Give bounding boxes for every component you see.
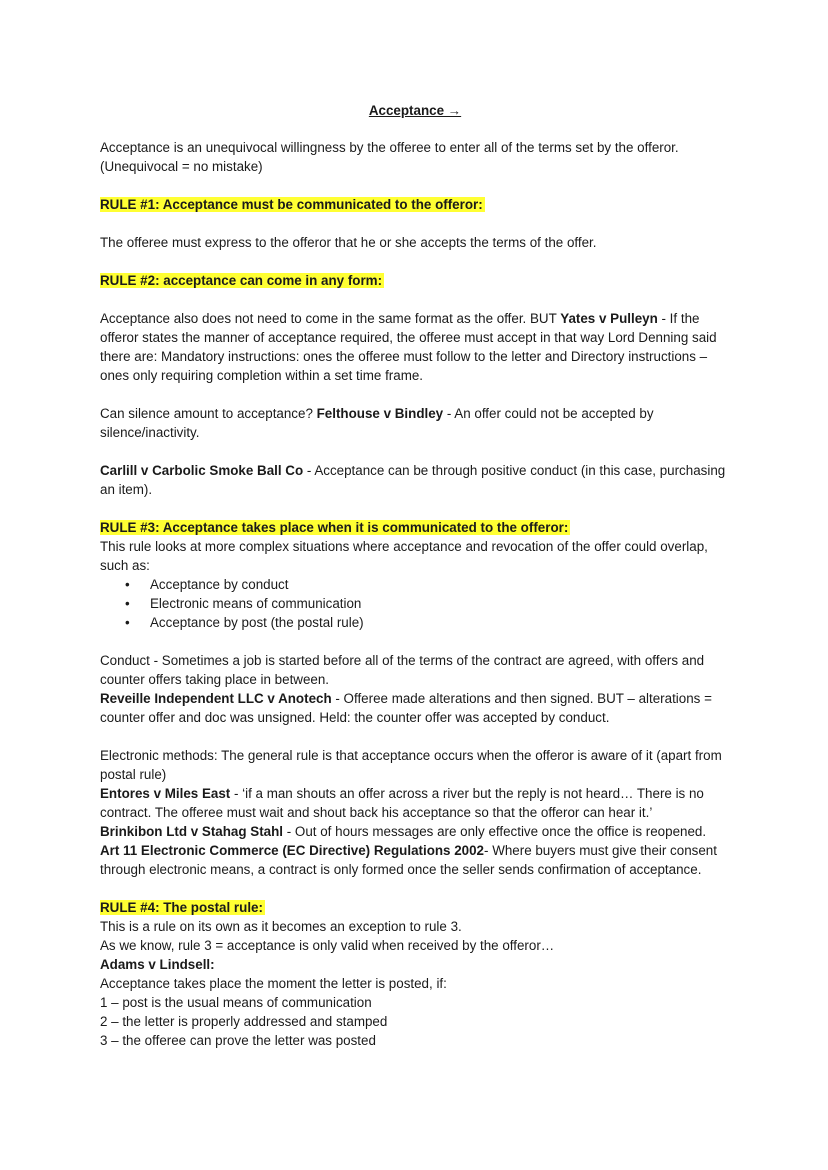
rule4-line-3: Acceptance takes place the moment the letter is posted, if: bbox=[100, 976, 447, 991]
rule3-reveille bbox=[100, 689, 730, 727]
rule2-para1-text: Acceptance also does not need to come in the same format as the offer. BUT bbox=[100, 311, 561, 326]
list-item: • Electronic means of communication bbox=[150, 594, 730, 613]
page-title: Acceptance → bbox=[368, 103, 462, 118]
rule4-line-1: This is a rule on its own as it becomes an exception to rule 3. bbox=[100, 919, 462, 934]
rule4-heading: RULE #4: The postal rule: bbox=[100, 900, 263, 915]
case-reveille-v-anotech: Reveille Independent LLC v Anotech bbox=[100, 691, 332, 706]
case-felthouse-v-bindley: Felthouse v Bindley bbox=[316, 406, 444, 421]
rule4-heading-row bbox=[100, 898, 730, 917]
rule1-heading-row bbox=[100, 195, 730, 214]
rule2-paragraph-2 bbox=[100, 404, 730, 442]
art11-text: - Where buyers must give their consent through electronic means, a contract is only formed once the seller sends confirmation of acceptance. bbox=[100, 843, 717, 877]
rule4-condition: 2 – the letter is properly addressed and stamped bbox=[100, 1014, 388, 1029]
rule2-paragraph-1 bbox=[100, 309, 730, 385]
rule2-heading-row bbox=[100, 271, 730, 290]
case-brinkibon: Brinkibon Ltd v Stahag Stahl bbox=[100, 824, 284, 839]
rule2-para3-rest: - Acceptance can be through positive conduct (in this case, purchasing an item). bbox=[100, 463, 726, 497]
rule2-para2-text: Can silence amount to acceptance? bbox=[100, 406, 317, 421]
rule4-adams bbox=[100, 955, 730, 974]
rule3-heading-row bbox=[100, 518, 730, 537]
intro-line-2: (Unequivocal = no mistake) bbox=[100, 159, 263, 174]
rule1-text: The offeree must express to the offeror that he or she accepts the terms of the offer. bbox=[100, 235, 597, 250]
rule4-condition: 1 – post is the usual means of communication bbox=[100, 995, 372, 1010]
rule4-condition: 3 – the offeree can prove the letter was posted bbox=[100, 1033, 376, 1048]
rule4-line-2: As we know, rule 3 = acceptance is only valid when received by the offeror… bbox=[100, 938, 555, 953]
document-body bbox=[100, 101, 730, 1050]
rule3-art11 bbox=[100, 841, 730, 879]
case-carlill: Carlill v Carbolic Smoke Ball Co bbox=[100, 463, 304, 478]
art11-regulation: Art 11 Electronic Commerce (EC Directive) Regulations 2002 bbox=[100, 843, 485, 858]
rule3-electronic: Electronic methods: The general rule is that acceptance occurs when the offeror is aware of it (apart from postal rule) bbox=[100, 748, 722, 782]
intro-paragraph bbox=[100, 138, 730, 176]
rule1-heading: RULE #1: Acceptance must be communicated to the offeror: bbox=[100, 197, 483, 212]
entores-text: - ‘if a man shouts an offer across a river but the reply is not heard… There is no contract. The offeree must wait and shout back his acceptance so that the offeror can hear it.’ bbox=[100, 786, 704, 820]
rule3-brinkibon bbox=[100, 822, 730, 841]
reveille-text: - Offeree made alterations and then signed. BUT – alterations = counter offer and doc was unsigned. Held: the counter offer was accepted by conduct. bbox=[100, 691, 712, 725]
rule2-para1-rest: - If the offeror states the manner of acceptance required, the offeree must accept in that way Lord Denning said there are: Mandatory instructions: ones the offeree must follow to the letter and Directory instructions – ones only requiring completion within a set time frame. bbox=[100, 311, 717, 383]
brinkibon-text: - Out of hours messages are only effective once the office is reopened. bbox=[283, 824, 707, 839]
rule3-intro: This rule looks at more complex situations where acceptance and revocation of the offer could overlap, such as: bbox=[100, 539, 708, 573]
rule3-heading: RULE #3: Acceptance takes place when it is communicated to the offeror: bbox=[100, 520, 569, 535]
case-yates-v-pulleyn: Yates v Pulleyn bbox=[560, 311, 658, 326]
case-entores-v-miles-east: Entores v Miles East bbox=[100, 786, 231, 801]
rule3-conduct: Conduct - Sometimes a job is started before all of the terms of the contract are agreed, with offers and counter offers taking place in between. bbox=[100, 653, 705, 687]
rule3-bullet-list bbox=[100, 575, 730, 632]
case-adams-v-lindsell: Adams v Lindsell: bbox=[100, 957, 215, 972]
rule2-para2-rest: - An offer could not be accepted by silence/inactivity. bbox=[100, 406, 654, 440]
rule2-paragraph-3 bbox=[100, 461, 730, 499]
rule2-heading: RULE #2: acceptance can come in any form: bbox=[100, 273, 383, 288]
intro-line-1: Acceptance is an unequivocal willingness by the offeree to enter all of the terms set by the offeror. bbox=[100, 140, 679, 155]
list-item: • Acceptance by conduct bbox=[150, 575, 730, 594]
list-item: • Acceptance by post (the postal rule) bbox=[150, 613, 730, 632]
rule3-entores bbox=[100, 784, 730, 822]
